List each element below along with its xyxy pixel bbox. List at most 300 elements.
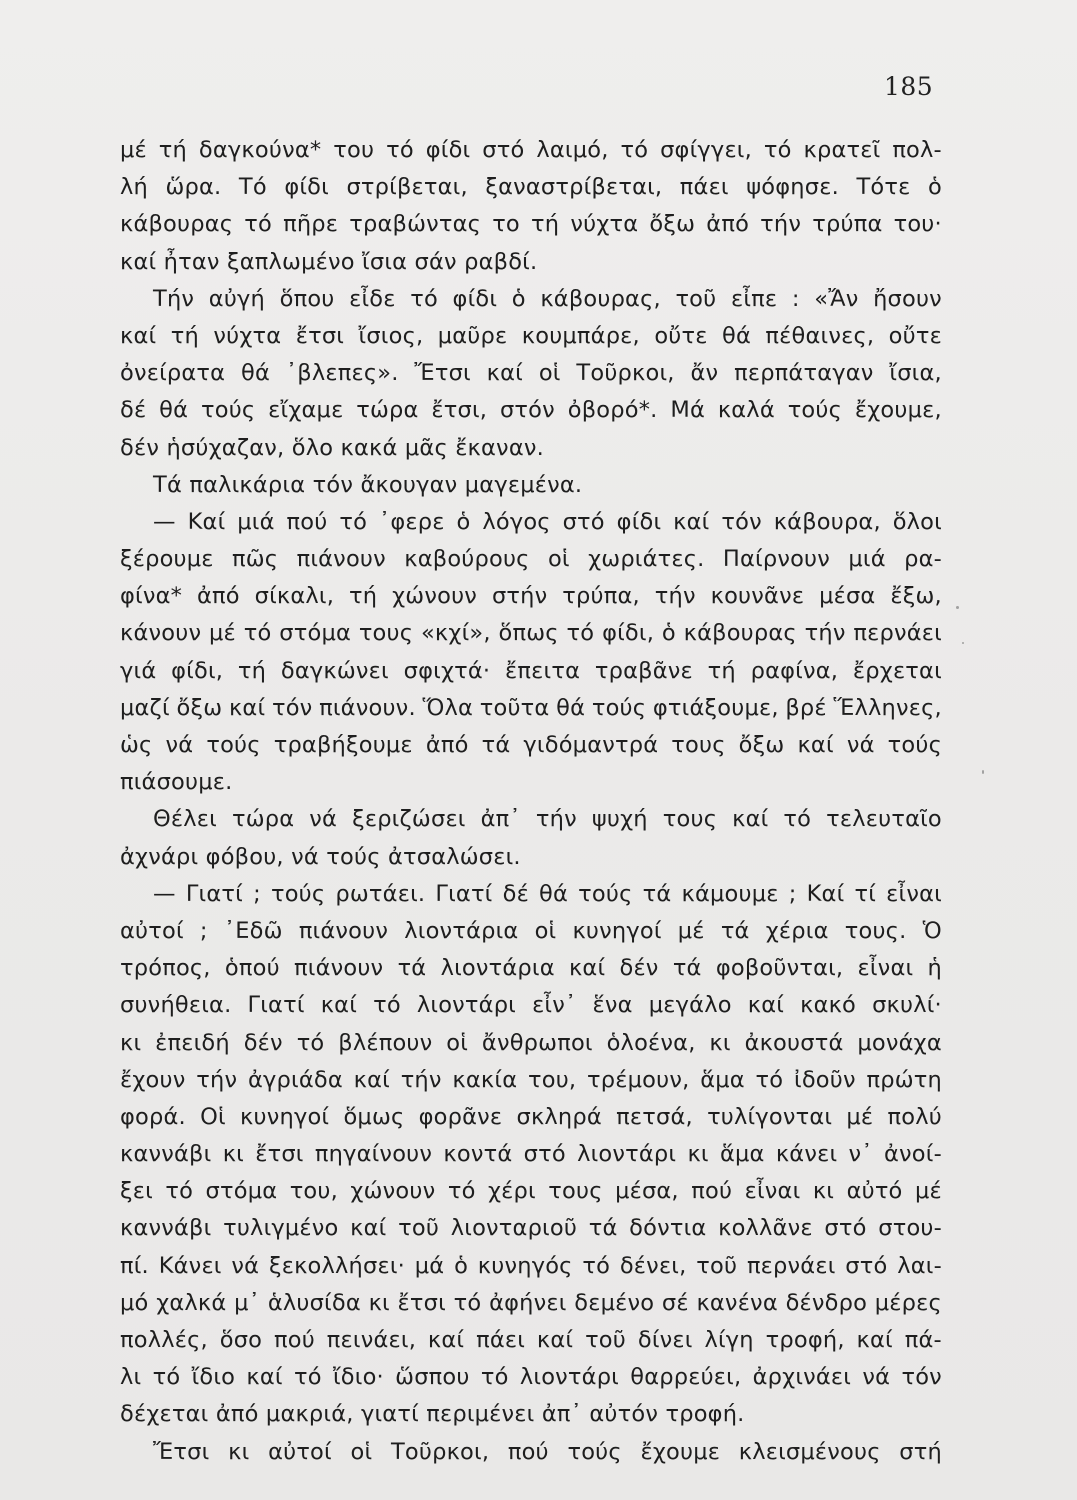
- line-text: καί ἦταν ξαπλωμένο ἴσια σάν ραβδί.: [120, 248, 538, 275]
- word: νά: [862, 1364, 891, 1391]
- word: μέ: [914, 1178, 942, 1205]
- word: ἴδιο·: [332, 1364, 384, 1391]
- word: πολλές,: [120, 1327, 208, 1353]
- word: καννάβι: [120, 1141, 212, 1168]
- word: ἔχουν: [120, 1066, 186, 1093]
- word: τούς: [200, 397, 256, 424]
- word: στό: [482, 137, 525, 163]
- text-line: [120, 1359, 942, 1396]
- word: ὥσπου: [395, 1364, 470, 1391]
- word: φορά.: [120, 1103, 186, 1130]
- word: εἴχαμε: [268, 397, 344, 424]
- word: ὁλοένα,: [606, 1029, 696, 1056]
- word: στό: [562, 508, 605, 535]
- word: ξέρουμε: [120, 546, 214, 573]
- word: τούς: [887, 732, 942, 758]
- word: δέν: [243, 1029, 283, 1056]
- word: στή: [899, 1438, 942, 1465]
- word: λιοντάρι: [519, 1364, 619, 1391]
- word: τή: [237, 657, 267, 684]
- word: στό: [523, 1141, 566, 1168]
- text-line: [120, 839, 942, 876]
- word: τρόπος,: [120, 955, 211, 982]
- word: τό: [243, 620, 272, 647]
- paper-speck: [982, 770, 984, 774]
- word: ἄνθρωποι: [481, 1029, 593, 1056]
- word: τραβήξουμε: [273, 732, 413, 758]
- word: οἱ: [538, 360, 561, 387]
- word: πολ-: [892, 137, 942, 163]
- word: τήν: [196, 1066, 238, 1093]
- text-line: [120, 1322, 942, 1359]
- word: στρίβεται,: [346, 174, 468, 201]
- word: πιάνουν: [296, 546, 386, 573]
- word: του: [333, 137, 375, 163]
- word: ὅμως: [343, 1103, 405, 1130]
- word: ἴδιο: [191, 1364, 236, 1391]
- word: φίδι: [452, 285, 498, 312]
- word: τά: [642, 880, 672, 907]
- word: ξεκολλήσει·: [268, 1252, 405, 1279]
- word: μέ: [120, 137, 147, 163]
- word: ὄξω: [738, 732, 785, 758]
- text-line: [120, 764, 942, 801]
- word: νά: [309, 806, 338, 833]
- word: Θέλει: [153, 806, 217, 833]
- word: κάνουν: [120, 620, 202, 647]
- text-line: [120, 281, 942, 318]
- word: δέ: [502, 880, 529, 907]
- word: ἀγριάδα: [248, 1066, 343, 1093]
- word: τήν: [804, 620, 846, 647]
- word: φίνα*: [120, 583, 183, 610]
- word: Τοῦρκοι,: [576, 360, 675, 387]
- text-line: [120, 1099, 942, 1136]
- word: ὄξω: [176, 694, 223, 721]
- word: στήν: [491, 583, 548, 610]
- word: ἔτσι: [397, 1289, 446, 1316]
- text-line: [120, 653, 942, 690]
- word: τό: [339, 508, 368, 535]
- word: πηγαίνουν: [314, 1141, 433, 1168]
- word: τό: [386, 137, 414, 163]
- word: πί.: [120, 1252, 149, 1279]
- word: Ἕλληνες,: [833, 694, 942, 721]
- word: Τότε: [856, 174, 911, 201]
- word: τό: [447, 1178, 476, 1205]
- word: ἀπ᾿: [480, 806, 521, 833]
- word: ὅπου: [279, 285, 335, 312]
- word: πού: [286, 508, 328, 535]
- word: τροφή,: [765, 1327, 845, 1353]
- text-line: [120, 504, 942, 541]
- text-line: [120, 950, 942, 987]
- word: Καί: [806, 880, 845, 907]
- text-line: [120, 615, 942, 652]
- word: τώρα: [231, 806, 295, 833]
- word: κι: [812, 1178, 835, 1205]
- word: καί: [856, 1327, 893, 1353]
- word: αὐτό: [846, 1178, 903, 1205]
- text-line: [120, 727, 942, 764]
- word: μιά: [848, 546, 886, 573]
- word: ἕνα: [592, 992, 633, 1019]
- word: στόμα: [205, 1178, 278, 1205]
- word: αὐτοί: [268, 1438, 332, 1465]
- word: τί: [854, 880, 877, 907]
- word: δόντια: [629, 1215, 707, 1242]
- word: τά: [720, 917, 750, 944]
- word: τραβᾶνε: [594, 657, 693, 684]
- word: ;: [788, 880, 797, 907]
- word: ξαναστρίβεται,: [485, 174, 663, 201]
- word: κάβουρας: [120, 211, 234, 238]
- word: τό: [763, 137, 792, 163]
- word: μέ: [677, 917, 705, 944]
- word: τό: [152, 1364, 181, 1391]
- word: τυλίγονται: [707, 1103, 833, 1130]
- word: οἱ: [350, 1438, 373, 1465]
- word: κάμουμε: [681, 880, 779, 907]
- word: του,: [289, 1178, 338, 1205]
- word: ἔτσι: [295, 322, 345, 349]
- word: στου-: [878, 1215, 942, 1242]
- word: λιοντάρι: [577, 1141, 677, 1168]
- word: μέσα,: [615, 1178, 679, 1205]
- word: τήν: [760, 211, 802, 238]
- word: θά: [159, 397, 189, 424]
- word: γιά: [120, 657, 157, 684]
- word: θά: [241, 360, 271, 387]
- word: λή: [120, 174, 148, 201]
- word: μαῦρε: [437, 322, 508, 349]
- word: τό: [755, 1066, 784, 1093]
- word: γιδόμαντρά: [523, 732, 659, 758]
- word: φίδι: [616, 508, 662, 535]
- word: εἶναι: [744, 1178, 801, 1205]
- word: μιά: [237, 508, 275, 535]
- word: κάβουρας: [683, 620, 797, 647]
- text-line: [120, 467, 942, 504]
- word: καννάβι: [120, 1215, 212, 1242]
- word: Μά: [670, 397, 705, 424]
- word: του·: [893, 211, 942, 238]
- word: τραβώντας: [349, 211, 482, 238]
- word: τοῦ: [675, 285, 717, 312]
- word: τυλιγμένο: [223, 1215, 339, 1242]
- word: τό: [480, 1364, 509, 1391]
- word: περνάει: [746, 1252, 836, 1279]
- word: Γιατί: [247, 992, 305, 1019]
- word: ;: [253, 880, 261, 907]
- word: ἅμα: [700, 1066, 745, 1093]
- word: πά-: [904, 1327, 942, 1353]
- word: ψόφησε.: [746, 174, 839, 201]
- word: κανένα: [696, 1289, 778, 1316]
- word: Οἱ: [200, 1103, 226, 1130]
- word: κι: [368, 1289, 390, 1316]
- line-text: Τά παλικάρια τόν ἄκουγαν μαγεμένα.: [153, 471, 583, 498]
- word: κολλᾶνε: [718, 1215, 813, 1242]
- word: καί: [246, 1364, 283, 1391]
- word: φίδι: [284, 174, 329, 201]
- text-line: [120, 1396, 942, 1433]
- word: ἔχουμε,: [854, 397, 942, 424]
- word: καί: [350, 1215, 387, 1242]
- word: Ὁ: [922, 917, 942, 944]
- word: νά: [231, 1252, 260, 1279]
- word: σφίγγει,: [660, 137, 752, 163]
- word: :: [791, 285, 800, 312]
- word: λίγη: [704, 1327, 754, 1353]
- word: ἤσουν: [873, 285, 942, 312]
- body-text: [120, 132, 942, 1471]
- word: ψυχή: [591, 806, 648, 833]
- word: πού: [274, 1327, 315, 1353]
- word: πέθαινες,: [765, 322, 875, 349]
- word: κυνηγός: [477, 1252, 573, 1279]
- text-line: [120, 244, 942, 281]
- word: τόν: [901, 1364, 942, 1391]
- word: θά: [556, 694, 586, 721]
- word: δαγκούνα*: [198, 137, 322, 163]
- word: κουμπάρε,: [521, 322, 640, 349]
- word: λιοντάρι: [416, 992, 516, 1019]
- word: κι: [222, 1141, 244, 1168]
- word: στό: [824, 1215, 867, 1242]
- word: τό: [582, 1252, 611, 1279]
- word: καί: [797, 732, 834, 758]
- word: ἀπό: [197, 583, 240, 610]
- word: στόμα: [279, 620, 351, 647]
- word: βρέ: [785, 694, 827, 721]
- word: λιονταριοῦ: [450, 1215, 578, 1242]
- word: δένδρο: [785, 1289, 868, 1316]
- word: ἐπειδή: [155, 1029, 230, 1056]
- word: ὅπως: [498, 620, 559, 647]
- word: πιάνουν: [294, 955, 384, 982]
- word: δέ: [120, 397, 147, 424]
- word: κάβουρας,: [540, 285, 661, 312]
- word: φοβοῦνται,: [715, 955, 844, 982]
- word: ὁ: [927, 174, 942, 201]
- word: ν᾿: [848, 1141, 873, 1168]
- text-line: [120, 913, 942, 950]
- word: δίνει: [637, 1327, 693, 1353]
- word: πρώτη: [866, 1066, 942, 1093]
- word: κακία: [452, 1066, 518, 1093]
- word: εἶναι: [857, 955, 914, 982]
- word: μά: [414, 1252, 445, 1279]
- word: αὐτοί: [120, 917, 184, 944]
- word: εἶδε: [349, 285, 396, 312]
- word: μονάχα: [857, 1029, 942, 1056]
- word: ᾿βλεπες».: [285, 360, 399, 387]
- word: πῶς: [232, 546, 279, 573]
- word: τό: [566, 620, 595, 647]
- word: εἶν᾿: [532, 992, 577, 1019]
- word: τους: [662, 806, 718, 833]
- word: πεινάει,: [326, 1327, 417, 1353]
- word: πιάνουν.: [319, 694, 416, 721]
- word: καλά: [717, 397, 775, 424]
- text-line: [120, 1062, 942, 1099]
- word: τρέμουν,: [587, 1066, 690, 1093]
- word: ἰδοῦν: [794, 1066, 856, 1093]
- word: φορᾶνε: [418, 1103, 503, 1130]
- word: τή: [170, 322, 199, 349]
- word: ᾿φερε: [378, 508, 445, 535]
- word: ἀνοί-: [884, 1141, 942, 1168]
- word: τούς: [578, 880, 633, 907]
- word: ᾿Εδῶ: [223, 917, 283, 944]
- word: καί: [353, 1066, 390, 1093]
- word: ἀπό: [425, 732, 469, 758]
- word: λιοντάρια: [440, 955, 555, 982]
- word: ἅμα: [720, 1141, 765, 1168]
- word: τούς: [270, 880, 326, 907]
- word: θά: [722, 322, 752, 349]
- word: τούς: [591, 694, 647, 721]
- text-line: [120, 1173, 942, 1210]
- word: τους: [671, 732, 726, 758]
- word: νά: [165, 732, 194, 758]
- word: ρωτάει.: [335, 880, 426, 907]
- word: πολύ: [887, 1103, 942, 1130]
- word: τήν: [400, 1066, 442, 1093]
- word: καί: [568, 955, 606, 982]
- line-text: δέχεται ἀπό μακριά, γιατί περιμένει ἀπ᾿ αὐτόν τροφή.: [120, 1401, 745, 1428]
- word: λαιμό,: [536, 137, 609, 163]
- text-line: [120, 132, 942, 169]
- word: ἔπειτα: [505, 657, 581, 684]
- word: «Ἄν: [814, 285, 859, 312]
- word: ὀβορό*.: [567, 397, 658, 424]
- word: καβούρους: [404, 546, 530, 573]
- word: χαλκά: [156, 1289, 227, 1316]
- word: ;: [199, 917, 208, 944]
- word: σφιχτά·: [403, 657, 491, 684]
- word: τούς: [787, 397, 843, 424]
- word: Ἔτσι: [414, 360, 471, 387]
- word: χέρι: [487, 1178, 536, 1205]
- word: λαι-: [897, 1252, 942, 1279]
- word: μέσα: [819, 583, 876, 610]
- word: καί: [320, 992, 358, 1019]
- word: ὁ: [661, 620, 676, 647]
- text-line: [120, 1136, 942, 1173]
- word: καί: [427, 1327, 465, 1353]
- word: Τό: [238, 174, 267, 201]
- word: τους: [548, 1178, 603, 1205]
- word: οἱ: [446, 1029, 469, 1056]
- word: μό: [120, 1289, 149, 1316]
- word: τους.: [844, 917, 907, 944]
- word: καί: [747, 992, 785, 1019]
- word: χωριάτες.: [588, 546, 705, 573]
- word: ἡ: [927, 955, 942, 982]
- word: φίδι,: [171, 657, 224, 684]
- word: βλέπουν: [338, 1029, 433, 1056]
- word: τό: [294, 1364, 322, 1391]
- word: τήν: [535, 806, 577, 833]
- text-line: [120, 801, 942, 838]
- word: τόν: [721, 508, 762, 535]
- word: κοντά: [443, 1141, 513, 1168]
- word: σέ: [661, 1289, 689, 1316]
- word: τό: [296, 1029, 325, 1056]
- word: ξεριζώσει: [352, 806, 466, 833]
- line-text: ἀχνάρι φόβου, νά τούς ἀτσαλώσει.: [120, 843, 521, 870]
- line-text: πιάσουμε.: [120, 769, 233, 796]
- word: θά: [539, 880, 569, 907]
- word: ρα-: [904, 546, 942, 573]
- word: ἄν: [690, 360, 719, 387]
- word: καί: [486, 360, 523, 387]
- word: θαρρεύει,: [630, 1364, 742, 1391]
- text-line: [120, 318, 942, 355]
- word: χέρια: [765, 917, 829, 944]
- word: —: [153, 508, 176, 535]
- word: λι: [120, 1364, 142, 1391]
- word: τούς: [567, 1438, 622, 1465]
- word: τώρα: [356, 397, 419, 424]
- text-line: [120, 578, 942, 615]
- word: χώνουν: [350, 1178, 436, 1205]
- word: κυνηγοί: [240, 1103, 330, 1130]
- word: ὁ: [456, 508, 471, 535]
- word: ἴσιος,: [358, 322, 424, 349]
- word: μαζί: [120, 694, 170, 721]
- word: ὁ: [454, 1252, 469, 1279]
- word: τή: [348, 583, 378, 610]
- word: ὁ: [511, 285, 526, 312]
- word: φίδι: [425, 137, 471, 163]
- word: ἁλυσίδα: [267, 1289, 361, 1316]
- word: οἱ: [534, 917, 557, 944]
- paper-speck: [956, 606, 959, 609]
- word: χώνουν: [392, 583, 478, 610]
- word: δεμένο: [574, 1289, 655, 1316]
- word: τοῦ: [585, 1327, 626, 1353]
- text-line: [120, 541, 942, 578]
- word: Καί: [187, 508, 226, 535]
- word: ἔρχεται: [852, 657, 942, 684]
- word: κι: [687, 1141, 709, 1168]
- word: μ᾿: [234, 1289, 261, 1316]
- word: ἴσια,: [889, 360, 942, 387]
- word: ἀρχινάει: [752, 1364, 852, 1391]
- word: πού: [507, 1438, 549, 1465]
- word: ἔξω,: [890, 583, 942, 610]
- word: τή: [158, 137, 188, 163]
- word: ὀνείρατα: [120, 360, 226, 387]
- word: πάει: [476, 1327, 526, 1353]
- word: κι: [228, 1438, 250, 1465]
- text-line: [120, 987, 942, 1024]
- word: το: [492, 211, 520, 238]
- word: λιοντάρια: [404, 917, 519, 944]
- word: περπάταγαν: [734, 360, 874, 387]
- word: τά: [588, 1215, 618, 1242]
- word: τά: [481, 732, 511, 758]
- word: ὥρα.: [165, 174, 222, 201]
- word: τοῦ: [696, 1252, 738, 1279]
- word: πιάνουν: [298, 917, 389, 944]
- word: ἀκουστά: [744, 1029, 844, 1056]
- text-line: [120, 430, 942, 467]
- word: αὐγή: [208, 285, 266, 312]
